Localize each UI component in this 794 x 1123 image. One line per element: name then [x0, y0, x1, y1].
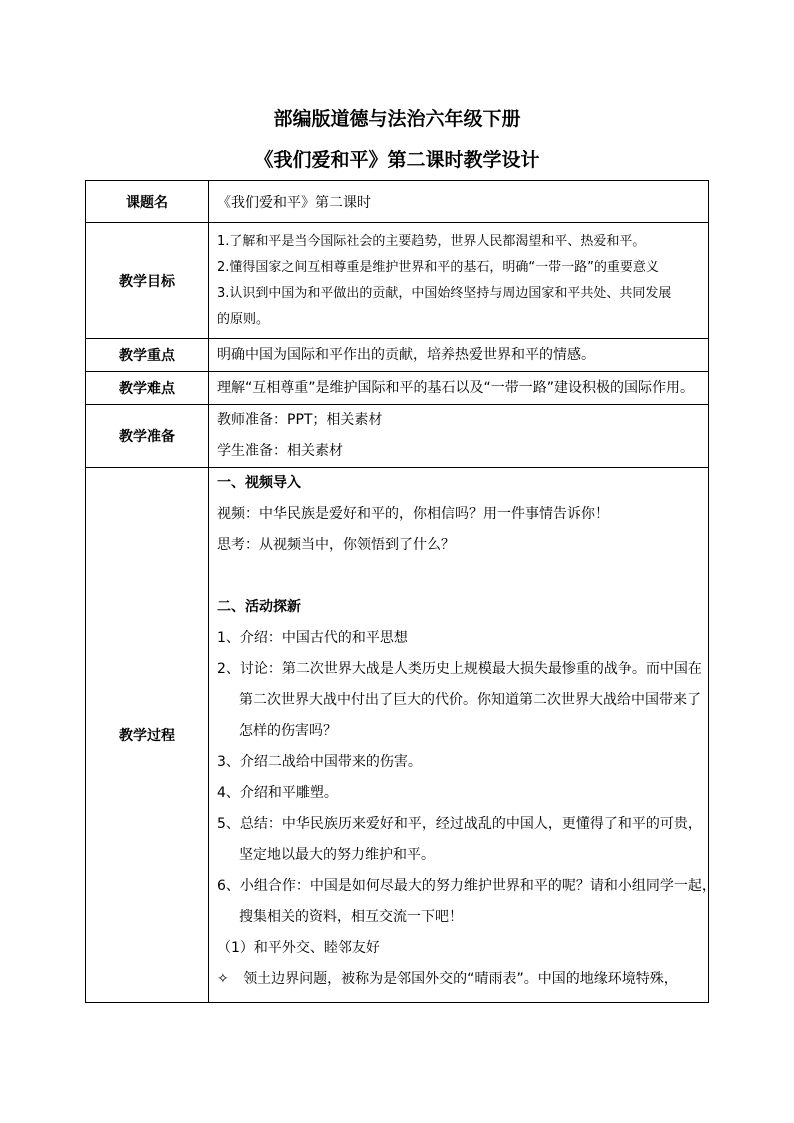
sparkle-bullet-icon: ✧	[217, 971, 229, 987]
list-item: 5、总结：中华民族历来爱好和平，经过战乱的中国人，更懂得了和平的可贵，	[217, 816, 702, 832]
list-item: 2、讨论：第二次世界大战是人类历史上规模最大损失最惨重的战争。而中国在	[217, 661, 702, 677]
list-item-continuation: 搜集相关的资料，相互交流一下吧！	[239, 909, 463, 925]
think-text: 思考：从视频当中，你领悟到了什么？	[217, 537, 455, 553]
section-heading: 二、活动探新	[217, 599, 301, 615]
process-content	[209, 468, 716, 1003]
table-row-topic	[86, 181, 709, 223]
goal-item: 3.认识到中国为和平做出的贡献，中国始终坚持与周边国家和平共处、共同发展	[217, 285, 672, 301]
list-item-continuation: 第二次世界大战中付出了巨大的代价。你知道第二次世界大战给中国带来了	[239, 692, 701, 708]
preparation-label: 教学准备	[86, 405, 209, 468]
table-row-preparation	[86, 405, 709, 468]
list-item: 1、介绍：中国古代的和平思想	[217, 630, 408, 646]
preparation-content	[209, 405, 709, 468]
list-item: 4、介绍和平雕塑。	[217, 785, 338, 801]
section-heading: 一、视频导入	[217, 475, 301, 491]
bullet-text: 领土边界问题，被称为是邻国外交的“晴雨表”。中国的地缘环境特殊，	[243, 971, 678, 987]
difficulty-label: 教学难点	[86, 372, 209, 405]
table-row-difficulty	[86, 372, 709, 405]
student-preparation: 学生准备：相关素材	[217, 443, 343, 459]
table-row-process	[86, 468, 709, 1003]
bullet-item	[217, 964, 704, 995]
goals-content	[209, 223, 709, 339]
table-row-goals	[86, 223, 709, 339]
table-row-focus	[86, 339, 709, 372]
video-text: 视频：中华民族是爱好和平的，你相信吗？用一件事情告诉你！	[217, 506, 609, 522]
lesson-plan-table	[85, 180, 716, 1003]
list-item-continuation: 坚定地以最大的努力维护和平。	[239, 847, 435, 863]
topic-label: 课题名	[86, 181, 209, 223]
process-label: 教学过程	[86, 468, 209, 1003]
topic-value: 《我们爱和平》第二课时	[209, 181, 709, 223]
teacher-preparation: 教师准备：PPT；相关素材	[217, 412, 383, 428]
list-item-continuation: 怎样的伤害吗？	[239, 723, 337, 739]
goal-item: 的原则。	[217, 311, 270, 327]
sub-item: （1）和平外交、睦邻友好	[217, 940, 380, 956]
list-item: 6、小组合作：中国是如何尽最大的努力维护世界和平的呢？请和小组同学一起，	[217, 878, 716, 894]
goals-label: 教学目标	[86, 223, 209, 339]
difficulty-value: 理解“互相尊重”是维护国际和平的基石以及“一带一路”建设积极的国际作用。	[209, 372, 709, 405]
spacer	[217, 561, 704, 592]
focus-value: 明确中国为国际和平作出的贡献，培养热爱世界和平的情感。	[209, 339, 709, 372]
goal-item: 2.懂得国家之间互相尊重是维护世界和平的基石，明确“一带一路”的重要意义	[217, 259, 659, 275]
document-title: 部编版道德与法治六年级下册	[273, 108, 521, 130]
focus-label: 教学重点	[86, 339, 209, 372]
list-item: 3、介绍二战给中国带来的伤害。	[217, 754, 422, 770]
document-subtitle: 《我们爱和平》第二课时教学设计	[254, 149, 540, 171]
goal-item: 1.了解和平是当今国际社会的主要趋势，世界人民都渴望和平、热爱和平。	[217, 233, 646, 249]
